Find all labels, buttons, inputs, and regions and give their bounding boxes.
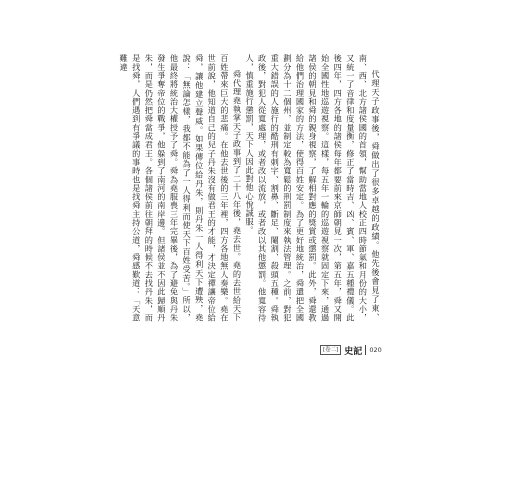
book-title: 史記 [344, 346, 363, 357]
paragraph-2: 舜代理堯執掌天子政事到了二十八年後，堯去世。堯的去世給天下百姓帶來巨大的悲痛。在他去世後的三年裡，四方各地無人奏樂。堯在世前說，他知道自己的兒子丹朱沒有做君王的才能，才決定禪讓帝位給舜，讓他建立聲威。如果傳位給丹朱，則丹朱一人得利天下遭殃，堯說：「無論怎樣，我都不能為了一人得利而使天下百姓受苦。」所以，他最終將統治大權授予了舜。舜為堯服喪三年完畢後，為了避免與丹朱發生爭奪帝位的戰爭，他躲到了南河的南岸邊。但諸侯並不因此歸順丹朱，而是仍然把舜當成君王。各個諸侯前往朝拜的時候不去找丹朱，而是找舜，人們遇到有爭議的事時也是找舜主持公道，舜感歎道：「天意難違 [119, 54, 243, 322]
volume-tag: [卷二] [320, 345, 341, 355]
paragraph-1: 代理天子政事後，舜做出了很多卓越的政績。他先後會見了東、南、西、北方諸侯國的首領，幫助當地人校正四時節氣和月份的大小，又統一了音律和度量衡，修正了當時吉、凶、賓、軍、嘉五種禮儀。此後四年，四方各地的諸侯每年都要前來京師朝見一次，第五年，舜又開始全國性地巡遊視察。這樣，每五年一輪的巡遊視察就固定下來，通過諸侯的朝見和舜的親身視察，了解相對應的獎賞或懲罰。此外，舜還教給他們治理國家的方法，使得百姓安定。為了更好地統治，舜還把全國劃分為十二個州，並制定較為寬鬆的刑罰制度來執法管理。之前，對犯重大錯誤的人施行的酷刑有刺字、割鼻、斷足、閹割、殺頭五種。舜執政後，對犯人從寬處理，或者改以流放，或者改以其他懲罰。他寬容待人，慎重施行懲罰，天下人因此對他心悅誠服。 [245, 54, 381, 322]
vertical-text-block [119, 54, 382, 322]
page-footer [320, 344, 382, 356]
footer-divider [365, 345, 366, 355]
page-number: 020 [369, 346, 382, 354]
